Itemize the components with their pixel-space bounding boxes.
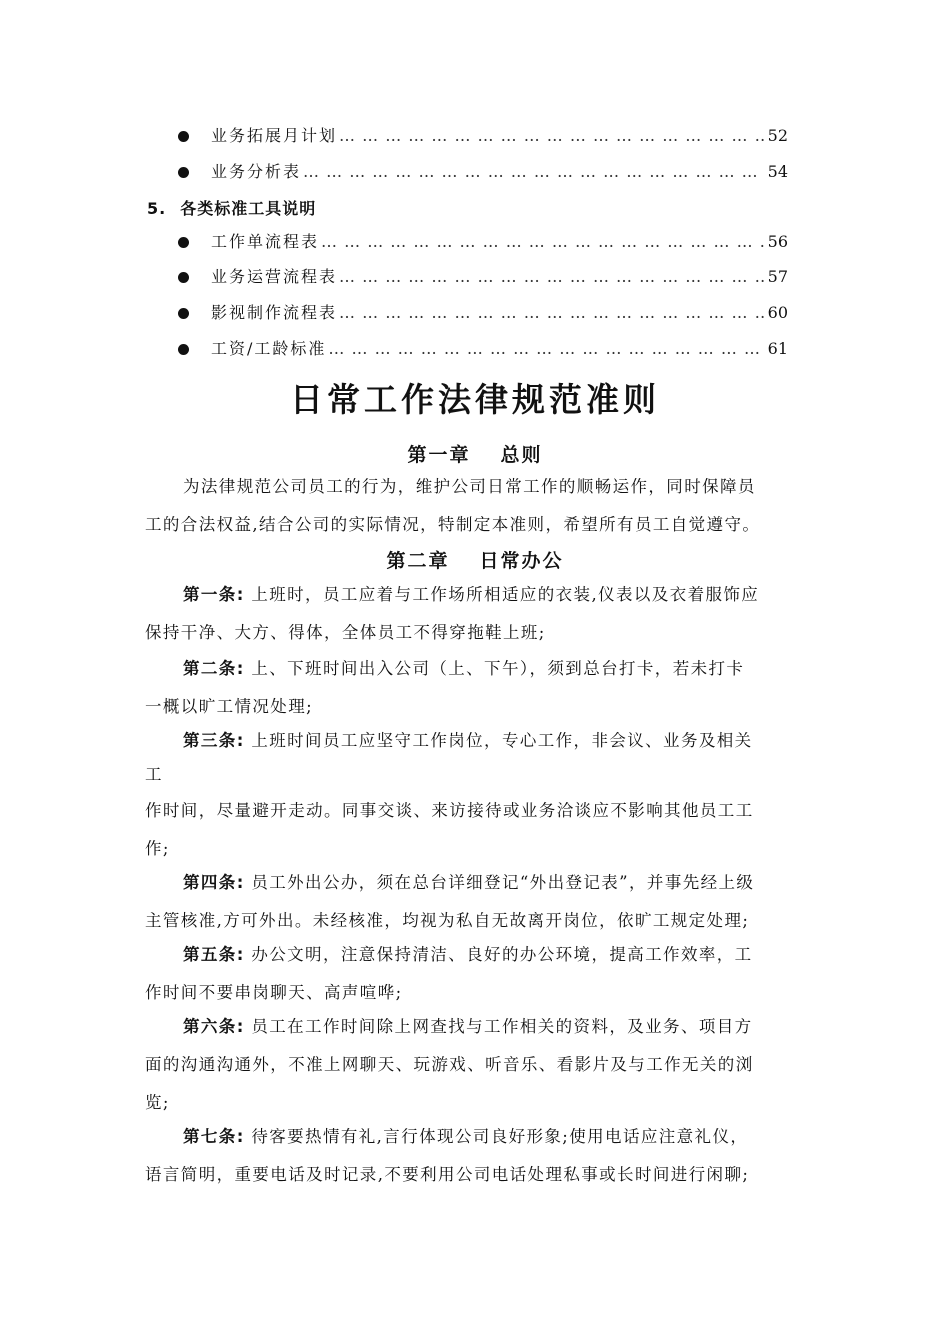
- toc-page-number: 52: [767, 126, 788, 145]
- article-paragraph: [145, 1008, 805, 1122]
- article-text: 上班时，员工应着与工作场所相适应的衣装,仪表以及衣着服饰应: [244, 585, 760, 604]
- toc-section-heading[interactable]: [147, 197, 316, 221]
- bullet-icon: [178, 131, 189, 142]
- article-label: 第五条:: [183, 945, 245, 964]
- article-paragraph: [145, 650, 805, 726]
- bullet-icon: [178, 237, 189, 248]
- toc-leader-dots: [339, 301, 766, 325]
- article-label: 第七条:: [183, 1127, 245, 1146]
- article-text: 待客要热情有礼,言行体现公司良好形象;使用电话应注意礼仪，: [244, 1127, 749, 1146]
- article-text: 作时间不要串岗聊天、高声喧哗;: [145, 983, 403, 1002]
- toc-entry-label: 工资/工龄标准: [211, 339, 327, 358]
- toc-entry[interactable]: [178, 124, 788, 148]
- article-label: 第一条:: [183, 585, 245, 604]
- article-text: 览;: [145, 1093, 170, 1112]
- toc-leader-dots: [303, 160, 766, 184]
- document-title: 日常工作法律规范准则: [290, 380, 660, 419]
- bullet-icon: [178, 344, 189, 355]
- article-text: 上、下班时间出入公司（上、下午），须到总台打卡，若未打卡: [244, 659, 745, 678]
- article-paragraph: [145, 936, 805, 1012]
- chapter-heading: [0, 546, 950, 573]
- toc-leader-dots: [339, 265, 766, 289]
- toc-entry[interactable]: [178, 301, 788, 325]
- article-paragraph: [145, 576, 805, 652]
- article-paragraph: [145, 792, 805, 868]
- toc-entry-label: 工作单流程表: [211, 232, 320, 251]
- article-text: 面的沟通沟通外，不准上网聊天、玩游戏、听音乐、看影片及与工作无关的浏: [145, 1055, 754, 1074]
- toc-entry[interactable]: [178, 337, 788, 361]
- article-text: 作;: [145, 839, 170, 858]
- toc-page-number: 54: [767, 162, 788, 181]
- intro-paragraph: [145, 468, 805, 544]
- toc-entry[interactable]: [178, 160, 788, 184]
- chapter-name: 日常办公: [479, 550, 564, 572]
- toc-leader-dots: [328, 337, 765, 361]
- chapter-number: 第二章: [386, 550, 450, 572]
- article-text: 一概以旷工情况处理;: [145, 697, 314, 716]
- article-text: 主管核准,方可外出。未经核准，均视为私自无故离开岗位，依旷工规定处理;: [145, 911, 750, 930]
- article-paragraph: [145, 1118, 805, 1194]
- bullet-icon: [178, 308, 189, 319]
- article-text: 员工外出公办，须在总台详细登记“外出登记表”，并事先经上级: [244, 873, 755, 892]
- article-label: 第六条:: [183, 1017, 245, 1036]
- toc-entry[interactable]: [178, 230, 788, 254]
- toc-page-number: 61: [767, 339, 788, 358]
- toc-page-number: 56: [767, 232, 788, 251]
- article-text: 员工在工作时间除上网查找与工作相关的资料，及业务、项目方: [244, 1017, 753, 1036]
- article-text: 语言简明，重要电话及时记录,不要利用公司电话处理私事或长时间进行闲聊;: [145, 1165, 750, 1184]
- article-paragraph: [145, 722, 805, 790]
- chapter-heading: [0, 440, 950, 467]
- article-paragraph: [145, 864, 805, 940]
- intro-line: 工的合法权益,结合公司的实际情况，特制定本准则，希望所有员工自觉遵守。: [145, 515, 761, 534]
- bullet-icon: [178, 272, 189, 283]
- article-text: 上班时间员工应坚守工作岗位，专心工作，非会议、业务及相关: [244, 731, 753, 750]
- toc-entry-label: 影视制作流程表: [211, 303, 338, 322]
- article-text: 作时间，尽量避开走动。同事交谈、来访接待或业务洽谈应不影响其他员工工: [145, 801, 754, 820]
- article-label: 第二条:: [183, 659, 245, 678]
- toc-section-number: 5.: [147, 199, 167, 218]
- article-label: 第四条:: [183, 873, 245, 892]
- toc-entry-label: 业务运营流程表: [211, 267, 338, 286]
- toc-section-title: 各类标准工具说明: [180, 199, 317, 218]
- toc-page-number: 60: [767, 303, 788, 322]
- chapter-name: 总则: [500, 444, 543, 466]
- toc-entry[interactable]: [178, 265, 788, 289]
- intro-line: 为法律规范公司员工的行为，维护公司日常工作的顺畅运作，同时保障员: [183, 477, 756, 496]
- bullet-icon: [178, 167, 189, 178]
- article-text: 办公文明，注意保持清洁、良好的办公环境，提高工作效率，工: [244, 945, 753, 964]
- toc-leader-dots: [339, 124, 766, 148]
- toc-entry-label: 业务拓展月计划: [211, 126, 338, 145]
- article-text: 保持干净、大方、得体，全体员工不得穿拖鞋上班;: [145, 623, 546, 642]
- toc-leader-dots: [321, 230, 766, 254]
- toc-page-number: 57: [767, 267, 788, 286]
- chapter-number: 第一章: [407, 444, 471, 466]
- toc-entry-label: 业务分析表: [211, 162, 302, 181]
- article-text: 工: [145, 765, 163, 784]
- article-label: 第三条:: [183, 731, 245, 750]
